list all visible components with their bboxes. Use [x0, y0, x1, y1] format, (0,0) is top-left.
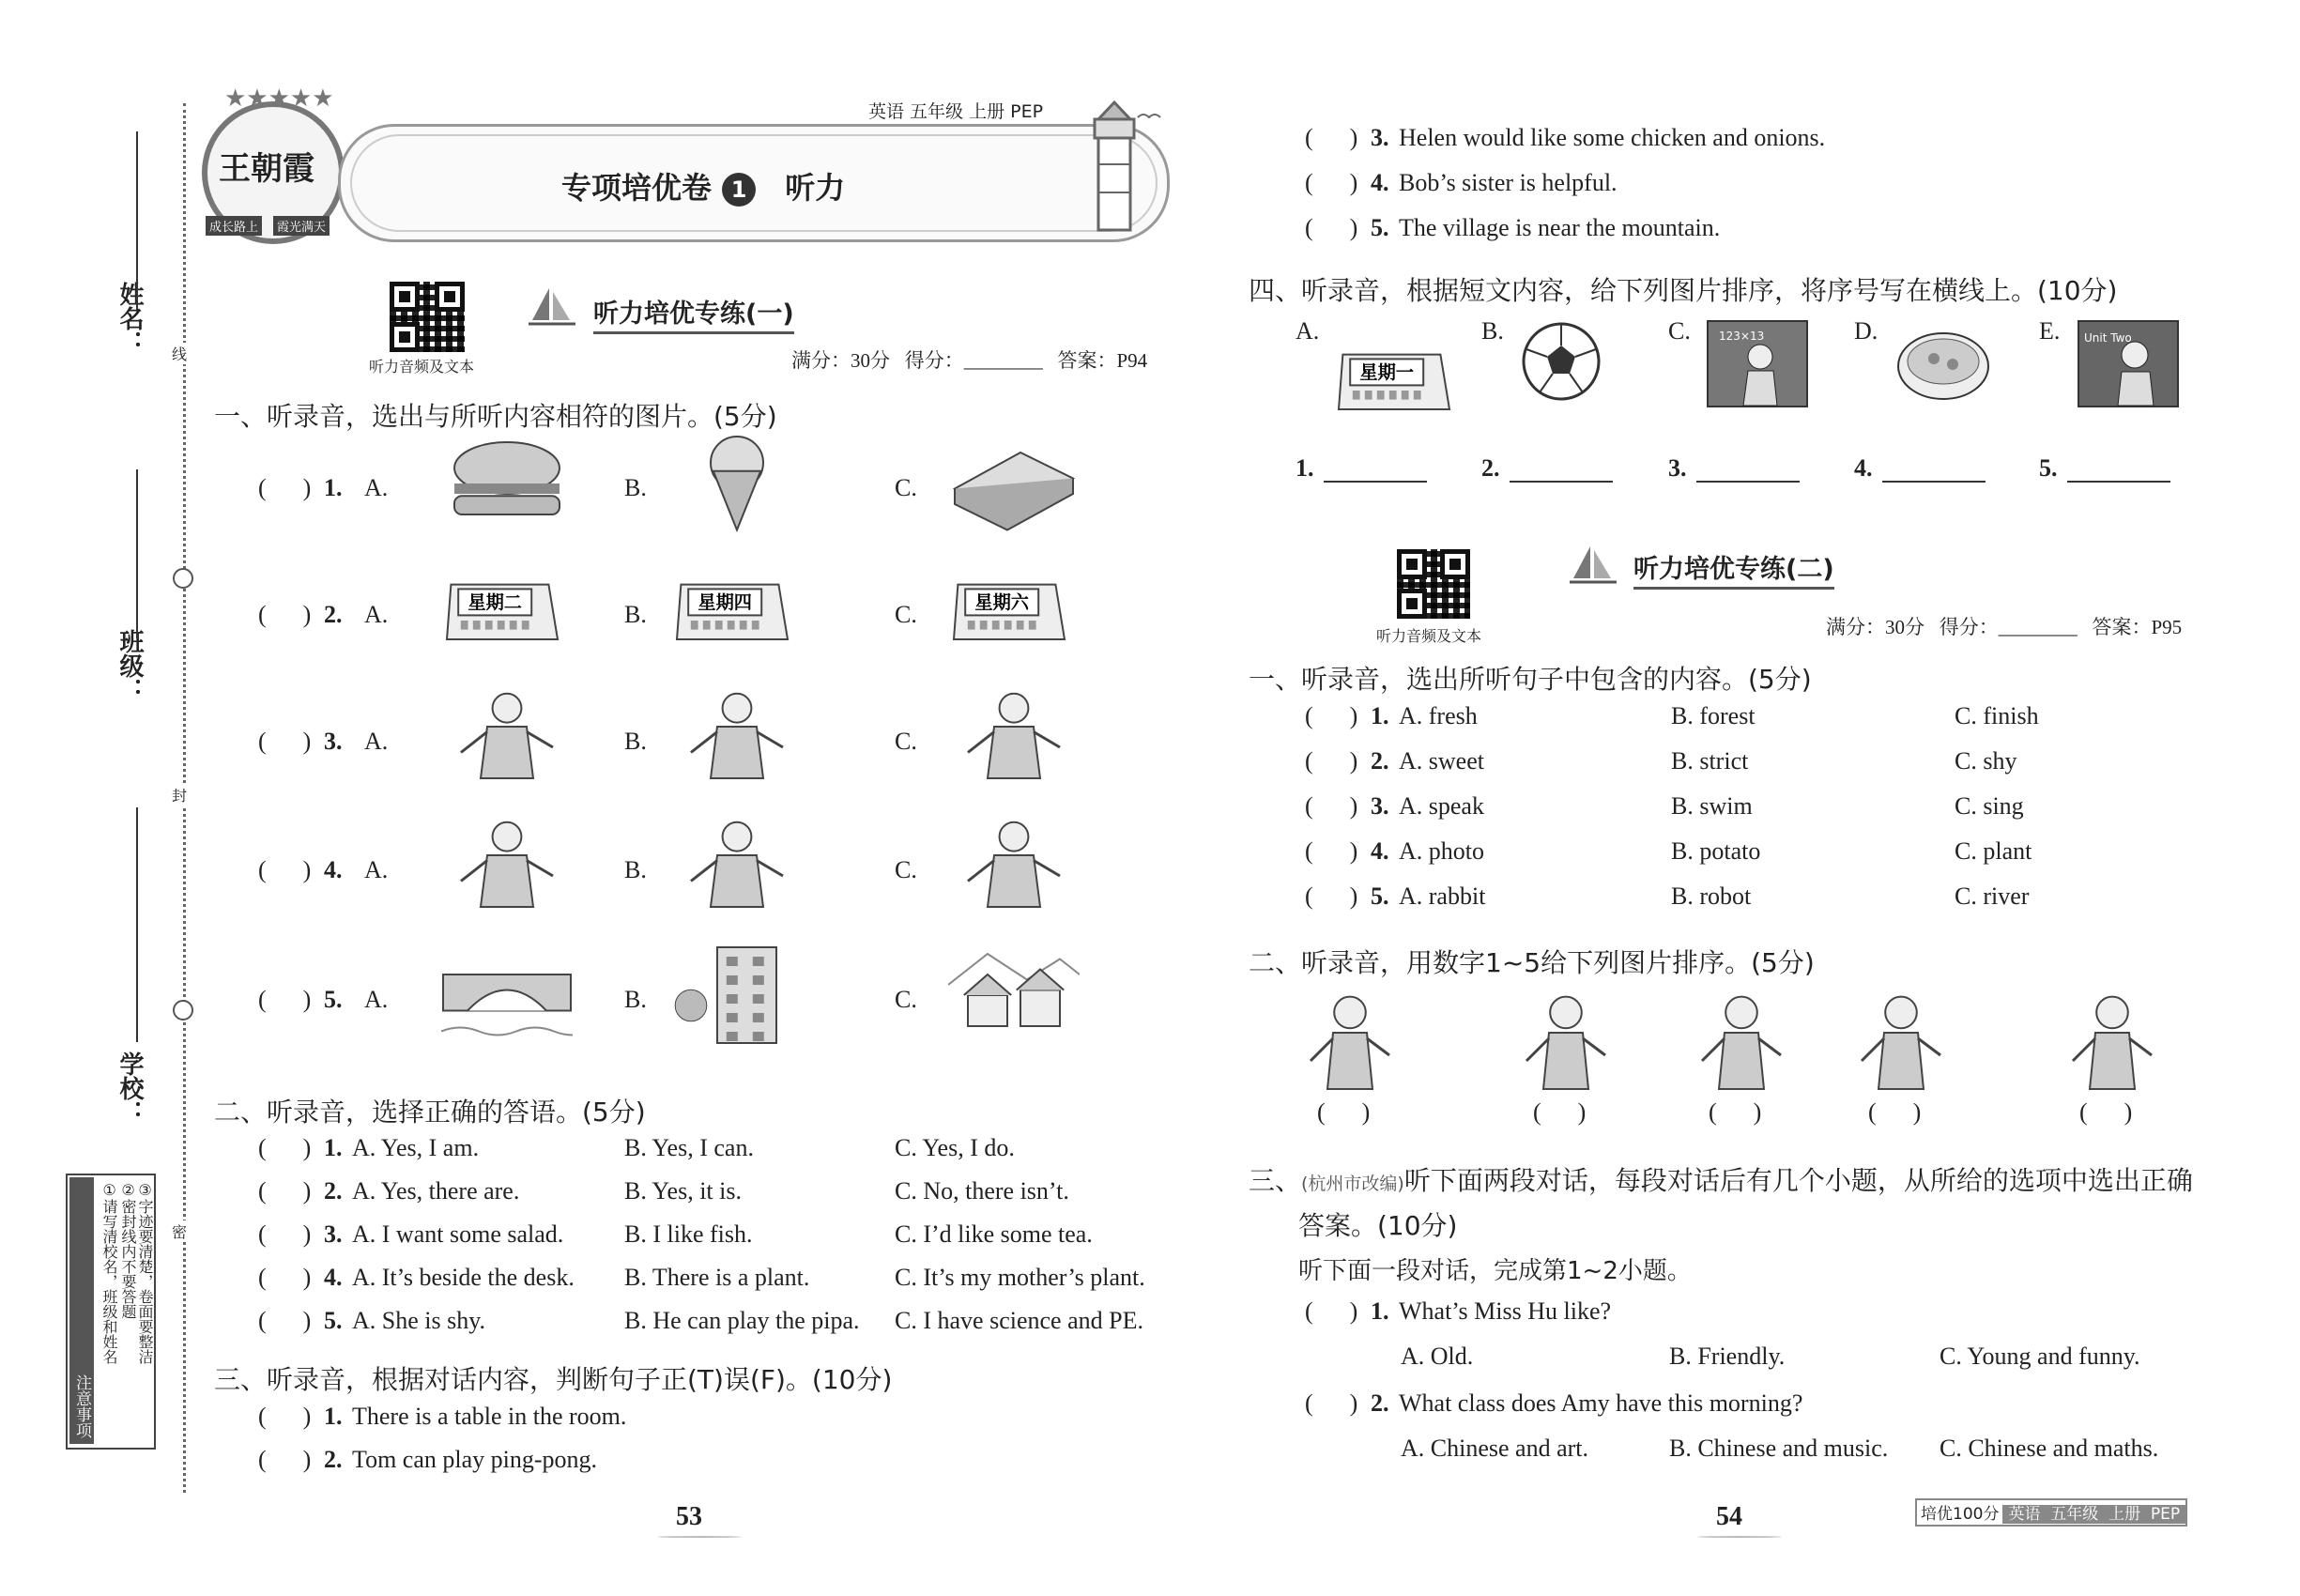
instruction: 听下面一段对话，完成第1~2小题。	[1298, 1257, 1692, 1285]
blank-number: 4.	[1854, 454, 1873, 482]
village-image[interactable]	[948, 944, 1080, 1051]
answer-paren[interactable]: ( )	[258, 986, 312, 1013]
question-number: 5.	[1371, 882, 1389, 910]
bridge-image[interactable]	[441, 944, 573, 1051]
option-b: B. Friendly.	[1669, 1343, 1786, 1370]
option-label: A.	[364, 728, 389, 755]
option-label: A.	[364, 986, 389, 1013]
option-c: C. Yes, I do.	[895, 1134, 1015, 1161]
option-label: B.	[1481, 317, 1504, 345]
option-label: A.	[1296, 317, 1320, 345]
answer-paren[interactable]: ( )	[258, 1177, 312, 1205]
teacher-image[interactable]	[2077, 319, 2180, 413]
question-number: 5.	[1371, 214, 1389, 241]
option-label: C.	[1668, 317, 1691, 345]
question-text: What’s Miss Hu like?	[1399, 1297, 1612, 1325]
option-label: E.	[2039, 317, 2061, 345]
p2-section2-heading: 二、听录音，用数字1~5给下列图片排序。(5分)	[1249, 947, 1815, 978]
option-b: B. He can play the pipa.	[624, 1307, 860, 1334]
calendar-image[interactable]	[1333, 345, 1455, 425]
sandwich-image[interactable]	[948, 432, 1080, 540]
practice2-title: 听力培优专练(二)	[1633, 548, 1834, 590]
星期四-image[interactable]	[671, 575, 793, 655]
score-line: 满分：30分 得分：________ 答案：P94	[791, 349, 1148, 372]
option-a: A. Old.	[1401, 1343, 1474, 1370]
option-a: A. Yes, there are.	[352, 1177, 520, 1205]
svg-text:星期一: 星期一	[1359, 361, 1414, 384]
blank-number: 3.	[1668, 454, 1687, 482]
footer-badge	[1915, 1498, 2187, 1527]
section4-heading: 四、听录音，根据短文内容，给下列图片排序，将序号写在横线上。(10分)	[1249, 275, 2118, 306]
option-c: C. finish	[1955, 702, 2039, 729]
option-a: A. It’s beside the desk.	[352, 1264, 575, 1291]
name-label: 姓名：	[115, 282, 144, 355]
cut-mark-2: 封	[172, 784, 187, 806]
answer-blank[interactable]	[1696, 481, 1800, 483]
title-prefix: 专项培优卷	[561, 170, 713, 206]
answer-paren[interactable]: ( )	[1305, 747, 1358, 775]
boy-sitting-image[interactable]	[1294, 988, 1406, 1105]
option-a: A. I want some salad.	[352, 1220, 564, 1248]
option-label: C.	[895, 856, 917, 883]
question-text: What class does Amy have this morning?	[1399, 1389, 1803, 1417]
question-number: 2.	[1371, 1389, 1389, 1417]
page-number-ornament	[1697, 1536, 1782, 1538]
qr-caption: 听力音频及文本	[369, 360, 475, 376]
option-c: C. It’s my mother’s plant.	[895, 1264, 1145, 1291]
girl-reading-image[interactable]	[948, 685, 1080, 793]
notice-item: ②密封线内不要答题	[119, 1181, 137, 1319]
title-number: 1	[722, 173, 756, 207]
sailboat-icon	[529, 284, 575, 327]
answer-paren[interactable]: ( )	[258, 1446, 312, 1473]
option-c: C. I have science and PE.	[895, 1307, 1143, 1334]
boy-cooking-image[interactable]	[948, 814, 1080, 922]
food-bowl-image[interactable]	[1892, 319, 1995, 413]
option-b: B. I like fish.	[624, 1220, 753, 1248]
question-number: 1.	[324, 1134, 343, 1161]
statement: Tom can play ping-pong.	[352, 1446, 598, 1473]
calendar-icon	[1333, 345, 1455, 421]
option-label: B.	[624, 601, 647, 628]
option-label: B.	[624, 856, 647, 883]
cut-mark-3: 密	[172, 1220, 187, 1242]
question-number: 3.	[324, 1220, 343, 1248]
page-number: 53	[676, 1502, 702, 1531]
lighthouse-icon	[1070, 99, 1164, 239]
question-number: 3.	[324, 728, 343, 755]
option-c: C. Young and funny.	[1940, 1343, 2140, 1370]
answer-paren[interactable]: ( )	[1305, 792, 1358, 820]
option-label: A.	[364, 474, 389, 501]
question-number: 1.	[1371, 702, 1389, 729]
statement: The village is near the mountain.	[1399, 214, 1721, 241]
class-field[interactable]	[136, 469, 138, 638]
option-a: A. photo	[1399, 837, 1484, 865]
option-a: A. Yes, I am.	[352, 1134, 480, 1161]
answer-paren[interactable]: ( )	[258, 474, 312, 501]
blank-number: 5.	[2039, 454, 2058, 482]
option-a: A. rabbit	[1399, 882, 1486, 910]
svg-text:星期二: 星期二	[468, 591, 522, 614]
option-b: B. forest	[1671, 702, 1756, 729]
page-number: 54	[1716, 1502, 1742, 1531]
question-number: 4.	[1371, 169, 1389, 196]
answer-paren[interactable]: ( )	[1305, 124, 1358, 151]
ice-cream-image[interactable]	[671, 432, 803, 540]
building-image[interactable]	[671, 944, 803, 1051]
crossing-street-image[interactable]	[441, 685, 573, 793]
answer-paren[interactable]: ( )	[1533, 1098, 1587, 1126]
name-field[interactable]	[136, 131, 138, 310]
question-number: 1.	[324, 474, 343, 501]
option-b: B. There is a plant.	[624, 1264, 810, 1291]
hamburger-image[interactable]	[441, 432, 573, 540]
option-b: B. Yes, it is.	[624, 1177, 742, 1205]
answer-paren[interactable]: ( )	[258, 728, 312, 755]
answer-paren[interactable]: ( )	[2079, 1098, 2133, 1126]
football-image[interactable]	[1519, 319, 1603, 408]
calendar-icon	[948, 575, 1070, 651]
answer-blank[interactable]	[1882, 481, 1986, 483]
heading-main: 听下面两段对话，每段对话后有几个小题，从所给的选项中选出正确	[1403, 1165, 2193, 1196]
option-c: C. I’d like some tea.	[895, 1220, 1093, 1248]
score-line: 满分：30分 得分：________ 答案：P95	[1826, 616, 2183, 638]
option-c: C. Chinese and maths.	[1940, 1435, 2159, 1462]
p2-section1-heading: 一、听录音，选出所听句子中包含的内容。(5分)	[1249, 664, 1812, 695]
footer-tags: 英语 五年级 上册 PEP	[2002, 1505, 2185, 1524]
notice-item: ①请写清校名，班级和姓名	[100, 1181, 118, 1364]
answer-paren[interactable]: ( )	[1305, 882, 1358, 910]
option-a: A. speak	[1399, 792, 1484, 820]
answer-paren[interactable]: ( )	[258, 601, 312, 628]
cut-mark-1: 线	[172, 343, 187, 364]
option-b: B. robot	[1671, 882, 1752, 910]
option-b: B. Chinese and music.	[1669, 1435, 1889, 1462]
class-label: 班级：	[115, 629, 144, 702]
question-number: 4.	[1371, 837, 1389, 865]
answer-paren[interactable]: ( )	[258, 1264, 312, 1291]
statement: There is a table in the room.	[352, 1403, 627, 1430]
blackboard-image[interactable]	[1706, 319, 1809, 413]
practice1-title: 听力培优专练(一)	[593, 293, 794, 334]
option-label: B.	[624, 474, 647, 501]
binding-hole-icon	[173, 568, 193, 589]
section3-heading: 三、听录音，根据对话内容，判断句子正(T)误(F)。(10分)	[214, 1364, 893, 1395]
calendar-icon	[671, 575, 793, 651]
option-a: A. Chinese and art.	[1401, 1435, 1589, 1462]
qr-caption: 听力音频及文本	[1376, 629, 1482, 645]
question-number: 4.	[324, 856, 343, 883]
school-field[interactable]	[136, 807, 138, 1042]
answer-paren[interactable]: ( )	[1305, 214, 1358, 241]
option-a: A. fresh	[1399, 702, 1478, 729]
bedroom-image[interactable]	[1845, 988, 1957, 1105]
option-label: D.	[1854, 317, 1878, 345]
kung-fu-image[interactable]	[671, 814, 803, 922]
logo-text: 王朝霞	[219, 150, 314, 188]
statement: Helen would like some chicken and onions.	[1399, 124, 1826, 151]
answer-paren[interactable]: ( )	[258, 856, 312, 883]
blank-number: 1.	[1296, 454, 1314, 482]
sailboat-icon	[1570, 543, 1617, 585]
school-label: 学校：	[115, 1051, 144, 1125]
answer-paren[interactable]: ( )	[258, 1307, 312, 1334]
answer-paren[interactable]: ( )	[1305, 169, 1358, 196]
teacher-child-image[interactable]	[671, 685, 803, 793]
option-label: B.	[624, 728, 647, 755]
option-label: C.	[895, 474, 917, 501]
title-suffix: 听力	[785, 170, 846, 206]
option-c: C. sing	[1955, 792, 2024, 820]
heading-prefix: 三、	[1249, 1165, 1302, 1196]
binding-hole-icon	[173, 1000, 193, 1021]
question-number: 5.	[324, 986, 343, 1013]
answer-paren[interactable]: ( )	[1305, 1389, 1358, 1417]
answer-paren[interactable]: ( )	[1305, 837, 1358, 865]
p2-section3-heading	[1249, 1160, 2193, 1198]
answer-blank[interactable]	[1510, 481, 1613, 483]
answer-paren[interactable]: ( )	[258, 1134, 312, 1161]
answer-paren[interactable]: ( )	[1868, 1098, 1922, 1126]
logo-slogan: 霞光满天	[273, 216, 330, 236]
question-number: 2.	[324, 1177, 343, 1205]
question-number: 2.	[324, 1446, 343, 1473]
page-title	[561, 164, 845, 207]
boy-painting-image[interactable]	[441, 814, 573, 922]
option-label: C.	[895, 601, 917, 628]
answer-paren[interactable]: ( )	[258, 1220, 312, 1248]
answer-paren[interactable]: ( )	[1305, 1297, 1358, 1325]
notice-box	[66, 1174, 156, 1450]
question-number: 2.	[1371, 747, 1389, 775]
answer-blank[interactable]	[2067, 481, 2170, 483]
option-label: C.	[895, 728, 917, 755]
calendar-icon	[441, 575, 563, 651]
option-label: C.	[895, 986, 917, 1013]
p2-section3-heading-cont: 答案。(10分)	[1298, 1210, 1458, 1241]
svg-text:123×13: 123×13	[1719, 330, 1765, 343]
answer-paren[interactable]: ( )	[1317, 1098, 1371, 1126]
option-a: A. She is shy.	[352, 1307, 486, 1334]
svg-text:星期四: 星期四	[698, 591, 752, 614]
statement: Bob’s sister is helpful.	[1399, 169, 1618, 196]
notice-item: ③字迹要清楚，卷面要整洁	[136, 1181, 154, 1364]
option-b: B. strict	[1671, 747, 1749, 775]
question-number: 5.	[324, 1307, 343, 1334]
page-number-ornament	[657, 1536, 742, 1538]
option-c: C. plant	[1955, 837, 2032, 865]
blank-number: 2.	[1481, 454, 1500, 482]
question-number: 3.	[1371, 792, 1389, 820]
option-a: A. sweet	[1399, 747, 1484, 775]
notice-title: 注意事项	[69, 1177, 94, 1444]
question-number: 3.	[1371, 124, 1389, 151]
girl-dancing-image[interactable]	[2056, 988, 2169, 1105]
star-icon: ★★★★★	[224, 84, 334, 112]
option-b: B. potato	[1671, 837, 1761, 865]
question-number: 2.	[324, 601, 343, 628]
option-c: C. shy	[1955, 747, 2017, 775]
answer-paren[interactable]: ( )	[1709, 1098, 1762, 1126]
星期二-image[interactable]	[441, 575, 563, 655]
section2-heading: 二、听录音，选择正确的答语。(5分)	[214, 1097, 646, 1128]
source-note: (杭州市改编)	[1301, 1174, 1404, 1194]
星期六-image[interactable]	[948, 575, 1070, 655]
option-b: B. swim	[1671, 792, 1753, 820]
question-number: 4.	[324, 1264, 343, 1291]
option-label: A.	[364, 601, 389, 628]
boy-reading-image[interactable]	[1510, 988, 1622, 1105]
header-meta: 英语 五年级 上册 PEP	[868, 101, 1044, 122]
option-b: B. Yes, I can.	[624, 1134, 754, 1161]
answer-blank[interactable]	[1324, 481, 1427, 483]
option-c: C. No, there isn’t.	[895, 1177, 1069, 1205]
question-number: 1.	[1371, 1297, 1389, 1325]
title-banner	[338, 124, 1170, 242]
qr-code-icon[interactable]	[1397, 549, 1470, 619]
section1-heading: 一、听录音，选出与所听内容相符的图片。(5分)	[214, 401, 777, 432]
answer-paren[interactable]: ( )	[1305, 702, 1358, 729]
ice-cream-sundae-image[interactable]	[1685, 988, 1798, 1105]
qr-code-icon[interactable]	[390, 282, 465, 352]
option-label: A.	[364, 856, 389, 883]
option-c: C. river	[1955, 882, 2030, 910]
question-number: 1.	[324, 1403, 343, 1430]
footer-brand: 培优100分	[1917, 1505, 2002, 1524]
logo-slogan: 成长路上	[206, 216, 262, 236]
brand-logo	[202, 84, 345, 244]
answer-paren[interactable]: ( )	[258, 1403, 312, 1430]
svg-text:Unit Two: Unit Two	[2084, 331, 2132, 345]
svg-text:星期六: 星期六	[974, 591, 1029, 614]
option-label: B.	[624, 986, 647, 1013]
